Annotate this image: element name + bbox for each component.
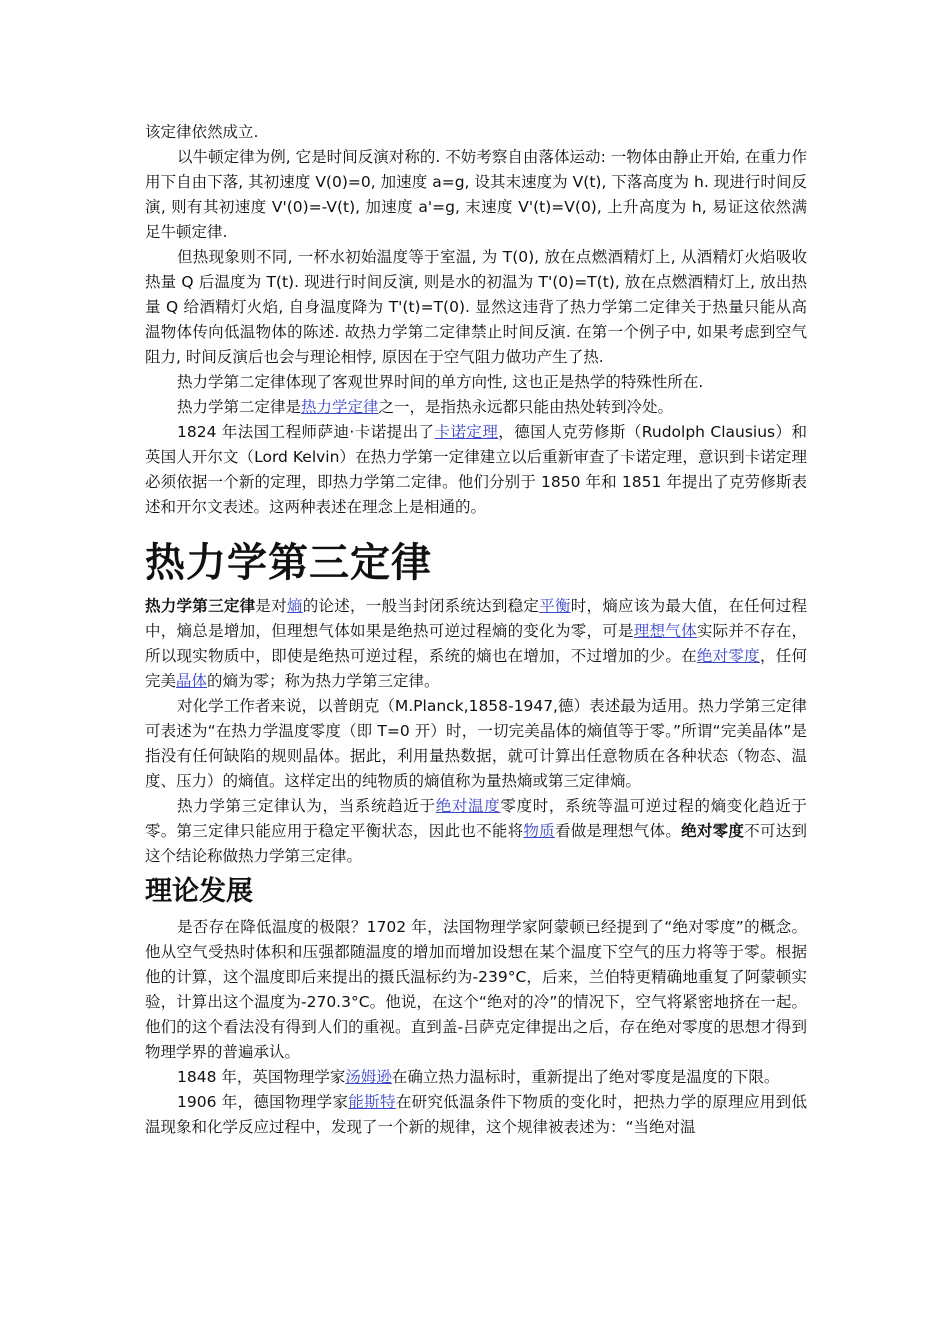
text: 的熵为零；称为热力学第三定律。 bbox=[207, 672, 440, 690]
text: ，任何完美 bbox=[145, 647, 807, 690]
link-carnot-theorem[interactable]: 卡诺定理 bbox=[434, 423, 499, 441]
link-absolute-temperature[interactable]: 绝对温度 bbox=[435, 797, 501, 815]
text: 在确立热力温标时，重新提出了绝对零度是温度的下限。 bbox=[391, 1068, 780, 1086]
bold-term: 绝对零度 bbox=[681, 822, 745, 840]
text: 时，熵应该为最大值，在任何过程中，熵总是增加，但理想气体如果是绝热可逆过程熵的变化为零，可是 bbox=[145, 597, 807, 640]
link-crystal[interactable]: 晶体 bbox=[176, 672, 208, 690]
text: 是对 bbox=[255, 597, 287, 615]
paragraph bbox=[145, 395, 807, 420]
link-nernst[interactable]: 能斯特 bbox=[348, 1093, 396, 1111]
paragraph: 对化学工作者来说，以普朗克（M.Planck,1858-1947,德）表述最为适用。热力学第三定律可表述为“在热力学温度零度（即 T=0 开）时，一切完美晶体的熵值等于零。”所谓“完美晶体”是指没有任何缺陷的规则晶体。据此，利用量热数据，就可计算出任意物质在各种状态（物态、温度、压力）的熵值。这样定出的纯物质的熵值称为量热熵或第三定律熵。 bbox=[145, 697, 807, 790]
paragraph: 热力学第二定律体现了客观世界时间的单方向性, 这也正是热学的特殊性所在. bbox=[177, 373, 704, 391]
text: 不可达到这个结论称做热力学第三定律。 bbox=[145, 822, 807, 865]
link-thermodynamic-laws[interactable]: 热力学定律 bbox=[301, 398, 379, 416]
paragraph: 但热现象则不同, 一杯水初始温度等于室温, 为 T(0), 放在点燃酒精灯上, 从酒精灯火焰吸收热量 Q 后温度为 T(t). 现进行时间反演, 则是水的初温为 T'(0)=T(t), 放在点燃酒精灯上, 放出热量 Q 给酒精灯火焰, 自身温度降为 T'(t)=T(0). 显然这违背了热力学第二定律关于热量只能从高温物体传向低温物体的陈述. 故热力学第二定律禁止时间反演. 在第一个例子中, 如果考虑到空气阻力, 时间反演后也会与理论相悖, 原因在于空气阻力做功产生了热. bbox=[145, 248, 807, 366]
section-heading: 热力学第三定律 bbox=[145, 540, 432, 586]
link-matter[interactable]: 物质 bbox=[523, 822, 555, 840]
paragraph bbox=[145, 1090, 807, 1140]
text: 热力学第三定律认为，当系统趋近于 bbox=[177, 797, 436, 815]
link-ideal-gas[interactable]: 理想气体 bbox=[633, 622, 697, 640]
paragraph: 是否存在降低温度的极限？1702 年，法国物理学家阿蒙顿已经提到了“绝对零度”的概念。他从空气受热时体积和压强都随温度的增加而增加设想在某个温度下空气的压力将等于零。根据他的计算，这个温度即后来提出的摄氏温标约为-239°C，后来，兰伯特更精确地重复了阿蒙顿实验，计算出这个温度为-270.3°C。他说，在这个“绝对的冷”的情况下，空气将紧密地挤在一起。他们的这个看法没有得到人们的重视。直到盖-吕萨克定律提出之后，存在绝对零度的思想才得到物理学界的普遍承认。 bbox=[145, 918, 807, 1061]
document-page bbox=[145, 120, 807, 1140]
paragraph bbox=[145, 794, 807, 869]
text: 之一，是指热永远都只能由热处转到冷处。 bbox=[378, 398, 674, 416]
text: 零度时，系统等温可逆过程的熵变化趋近于零。第三定律只能应用于稳定平衡状态，因此也不能将 bbox=[145, 797, 807, 840]
paragraph bbox=[145, 420, 807, 520]
bold-term: 热力学第三定律 bbox=[145, 597, 256, 615]
link-equilibrium[interactable]: 平衡 bbox=[539, 597, 571, 615]
text: 实际并不存在，所以现实物质中，即使是绝热可逆过程，系统的熵也在增加，不过增加的少。在 bbox=[145, 622, 807, 665]
text: 1906 年，德国物理学家 bbox=[177, 1093, 349, 1111]
paragraph: 该定律依然成立. bbox=[145, 123, 259, 141]
text: 1824 年法国工程师萨迪·卡诺提出了 bbox=[177, 423, 435, 441]
text: 看做是理想气体。 bbox=[554, 822, 682, 840]
subsection-heading: 理论发展 bbox=[145, 876, 253, 907]
link-thomson[interactable]: 汤姆逊 bbox=[345, 1068, 392, 1086]
text: 的论述，一般当封闭系统达到稳定 bbox=[302, 597, 540, 615]
text: 热力学第二定律是 bbox=[177, 398, 302, 416]
link-absolute-zero[interactable]: 绝对零度 bbox=[696, 647, 760, 665]
text: 1848 年，英国物理学家 bbox=[177, 1068, 346, 1086]
paragraph bbox=[145, 1065, 807, 1090]
paragraph bbox=[145, 594, 807, 694]
link-entropy[interactable]: 熵 bbox=[286, 597, 303, 615]
text: ，德国人克劳修斯（Rudolph Clausius）和英国人开尔文（Lord Kelvin）在热力学第一定律建立以后重新审查了卡诺定理，意识到卡诺定理必须依据一个新的定理，即热力学第二定律。他们分别于 1850 年和 1851 年提出了克劳修斯表述和开尔文表述。这两种表述在理念上是相通的。 bbox=[145, 423, 807, 516]
text: 在研究低温条件下物质的变化时，把热力学的原理应用到低温现象和化学反应过程中，发现了一个新的规律，这个规律被表述为：“当绝对温 bbox=[145, 1093, 807, 1136]
paragraph: 以牛顿定律为例, 它是时间反演对称的. 不妨考察自由落体运动: 一物体由静止开始, 在重力作用下自由下落, 其初速度 V(0)=0, 加速度 a=g, 设其末速度为 V(t), 下落高度为 h. 现进行时间反演, 则有其初速度 V'(0)=-V(t), 加速度 a'=g, 末速度 V'(t)=V(0), 上升高度为 h, 易证这依然满足牛顿定律. bbox=[145, 148, 807, 241]
